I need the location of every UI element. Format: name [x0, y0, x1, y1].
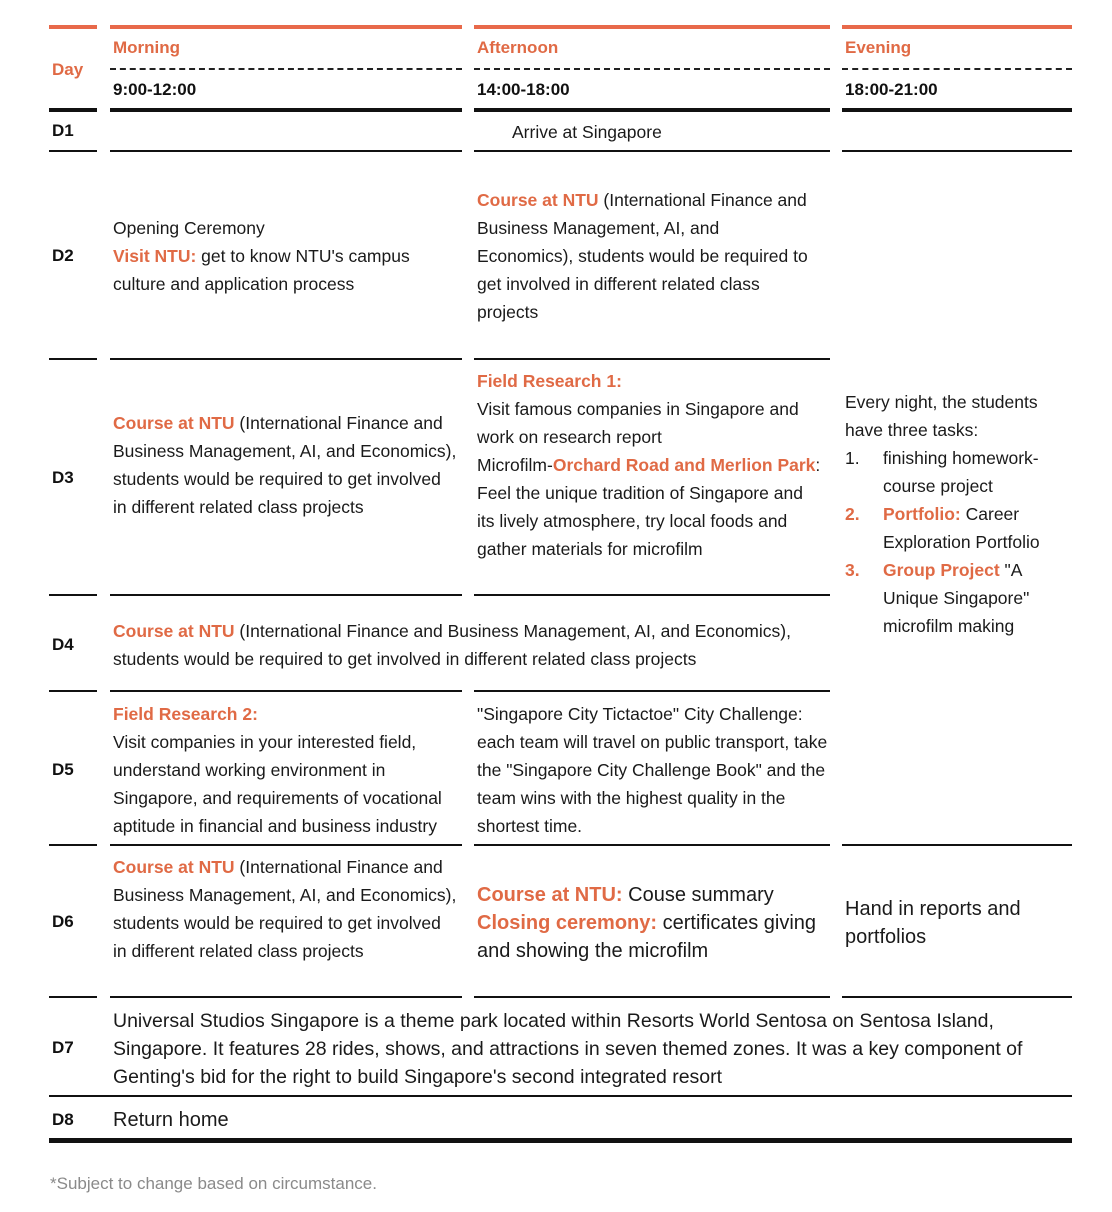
row-rule — [110, 996, 462, 998]
evening-tasks — [845, 388, 1065, 640]
evening-dashed-divider — [842, 68, 1072, 70]
d6-afternoon-text1: Couse summary — [622, 884, 774, 906]
afternoon-column-header: Afternoon — [477, 38, 559, 57]
d6-afternoon — [477, 881, 829, 965]
d3-afternoon — [477, 367, 825, 563]
day-label-d5: D5 — [52, 760, 74, 779]
morning-dashed-divider — [110, 68, 462, 70]
d2-afternoon — [477, 186, 817, 326]
afternoon-time: 14:00-18:00 — [477, 80, 570, 99]
evening-column-header: Evening — [845, 38, 912, 57]
day-label-d6: D6 — [52, 912, 74, 931]
d2-morning — [113, 214, 458, 298]
row-rule — [474, 844, 830, 846]
d3-afternoon-highlight2: Orchard Road and Merlion Park — [552, 455, 816, 475]
d2-morning-body — [113, 242, 458, 298]
d6-afternoon-line1 — [477, 881, 829, 909]
d3-morning — [113, 409, 458, 521]
d6-morning-highlight: Course at NTU — [113, 857, 235, 877]
row-rule — [474, 594, 830, 596]
d6-afternoon-line2 — [477, 909, 829, 965]
d6-afternoon-text2: certificates giving and showing the microfilm — [477, 912, 817, 962]
d3-afternoon-body2 — [477, 451, 825, 563]
day-label-d7: D7 — [52, 1038, 74, 1057]
header-rule-afternoon — [474, 25, 830, 29]
task-highlight: Portfolio: — [883, 504, 961, 524]
day-label-d8: D8 — [52, 1110, 74, 1129]
row-rule — [474, 690, 830, 692]
d5-afternoon: "Singapore City Tictactoe" City Challenge: each team will travel on public transport, take the "Singapore City Challenge Book" and the team wins with the highest quality in the shortest time. — [477, 704, 828, 836]
evening-task-item — [845, 500, 1065, 556]
d8-content: Return home — [113, 1109, 229, 1131]
row-rule — [110, 844, 462, 846]
task-number: 2. — [845, 504, 860, 524]
d3-afternoon-text2-pre: Microfilm- — [477, 455, 553, 475]
row-rule — [842, 844, 1072, 846]
d4-content — [113, 617, 823, 673]
d7-content: Universal Studios Singapore is a theme park located within Resorts World Sentosa on Sentosa Island, Singapore. It features 28 rides, shows, and attractions in seven themed zones. It was a key component of Genting's bid for the right to build Singapore's second integrated resort — [113, 1010, 1023, 1088]
row-rule — [49, 1095, 1072, 1097]
row-rule — [110, 358, 462, 360]
d2-morning-highlight: Visit NTU: — [113, 246, 197, 266]
task-highlight: Group Project — [883, 560, 1000, 580]
row-rule — [49, 150, 97, 152]
row-rule — [110, 690, 462, 692]
header-rule-morning — [110, 25, 462, 29]
task-number: 1. — [845, 448, 860, 468]
day-column-header: Day — [52, 60, 84, 79]
task-number: 3. — [845, 560, 860, 580]
task-text: "A Unique Singapore" microfilm making — [883, 560, 1030, 636]
d5-morning-text: Visit companies in your interested field, understand working environment in Singapore, and requirements of vocational aptitude in financial and business industry — [113, 732, 442, 836]
header-bottom-rule-day — [49, 108, 97, 112]
d6-afternoon-highlight2: Closing ceremony: — [477, 912, 658, 934]
day-label-d2: D2 — [52, 246, 74, 265]
evening-time: 18:00-21:00 — [845, 80, 938, 99]
header-rule-day — [49, 25, 97, 29]
row-rule — [49, 358, 97, 360]
row-rule — [49, 844, 97, 846]
evening-tasks-intro: Every night, the students have three tasks: — [845, 392, 1038, 440]
d2-afternoon-highlight: Course at NTU — [477, 190, 599, 210]
footnote: *Subject to change based on circumstance. — [50, 1174, 377, 1193]
d2-morning-text: get to know NTU's campus culture and application process — [113, 246, 410, 294]
table-bottom-rule — [49, 1138, 1072, 1143]
header-bottom-rule-morning — [110, 108, 462, 112]
evening-task-item — [845, 444, 1065, 500]
d6-morning — [113, 853, 458, 965]
d5-morning — [113, 700, 463, 840]
task-text: finishing homework-course project — [883, 448, 1039, 496]
evening-tasks-list — [845, 444, 1065, 640]
row-rule — [474, 150, 830, 152]
d6-afternoon-highlight1: Course at NTU: — [477, 884, 623, 906]
day-label-d3: D3 — [52, 468, 74, 487]
row-rule — [110, 150, 462, 152]
row-rule — [49, 690, 97, 692]
row-rule — [474, 358, 830, 360]
d1-afternoon: Arrive at Singapore — [512, 122, 662, 142]
row-rule — [474, 996, 830, 998]
header-bottom-rule-afternoon — [474, 108, 830, 112]
d5-morning-highlight: Field Research 2: — [113, 704, 258, 724]
header-bottom-rule-evening — [842, 108, 1072, 112]
evening-task-item — [845, 556, 1065, 640]
task-text: Career Exploration Portfolio — [883, 504, 1040, 552]
row-rule — [110, 594, 462, 596]
d4-highlight: Course at NTU — [113, 621, 235, 641]
d3-afternoon-text1: Visit famous companies in Singapore and work on research report — [477, 399, 799, 447]
d3-afternoon-text2: : Feel the unique tradition of Singapore and its lively atmosphere, try local foods and gather materials for microfilm — [477, 455, 821, 559]
d6-morning-text: (International Finance and Business Management, AI, and Economics), students would be required to get involved in different related class projects — [113, 857, 457, 961]
row-rule — [49, 594, 97, 596]
d4-text: (International Finance and Business Management, AI, and Economics), students would be required to get involved in different related class projects — [113, 621, 791, 669]
afternoon-dashed-divider — [474, 68, 830, 70]
morning-time: 9:00-12:00 — [113, 80, 197, 99]
d6-evening: Hand in reports and portfolios — [845, 898, 1021, 948]
day-label-d1: D1 — [52, 121, 74, 140]
row-rule — [842, 996, 1072, 998]
d3-morning-highlight: Course at NTU — [113, 413, 235, 433]
header-rule-evening — [842, 25, 1072, 29]
day-label-d4: D4 — [52, 635, 74, 654]
d3-morning-text: (International Finance and Business Management, AI, and Economics), students would be required to get involved in different related class projects — [113, 413, 457, 517]
morning-column-header: Morning — [113, 38, 181, 57]
d2-morning-line1: Opening Ceremony — [113, 218, 265, 238]
row-rule — [842, 150, 1072, 152]
row-rule — [49, 996, 97, 998]
d3-afternoon-highlight1: Field Research 1: — [477, 371, 622, 391]
d2-afternoon-text: (International Finance and Business Management, AI, and Economics), students would be required to get involved in different related class projects — [477, 190, 808, 322]
